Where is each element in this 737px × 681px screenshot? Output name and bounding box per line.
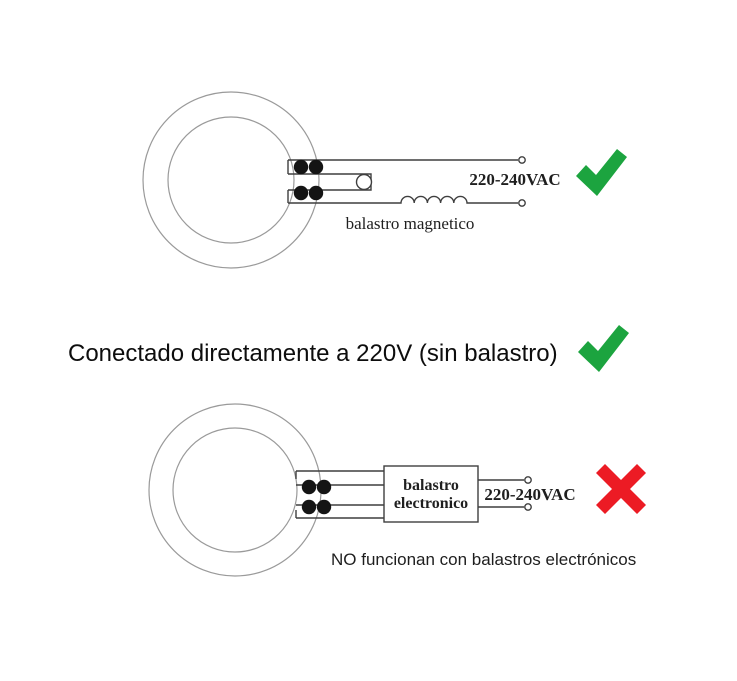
voltage-label: 220-240VAC [469, 170, 561, 189]
terminal-top [519, 157, 525, 163]
ring-inner-circle [173, 428, 297, 552]
cross-icon [596, 464, 646, 514]
ballast-box-label-line2: electronico [393, 495, 469, 512]
terminal-bottom [525, 504, 531, 510]
headline-check-icon [577, 324, 630, 373]
terminal-top [525, 477, 531, 483]
top-diagram [0, 0, 737, 310]
voltage-label: 220-240VAC [484, 485, 576, 504]
terminal-bottom [519, 200, 525, 206]
electronic-ballast-box [384, 466, 478, 522]
ballast-box-label-line1: balastro [403, 477, 459, 494]
bottom-diagram [0, 395, 737, 595]
pin-dot [317, 480, 331, 494]
starter-circle [357, 175, 372, 190]
warning-caption: NO funcionan con balastros electrónicos [331, 550, 637, 569]
pin-dot [302, 500, 316, 514]
pin-dot [294, 186, 308, 200]
ring-outer-circle [149, 404, 321, 576]
pin-dot [317, 500, 331, 514]
check-icon [576, 149, 627, 196]
lamp-ring [149, 404, 321, 576]
pin-dot [309, 160, 323, 174]
ring-outer-circle [143, 92, 319, 268]
ballast-type-label: balastro magnetico [345, 214, 475, 233]
headline-text: Conectado directamente a 220V (sin balastro) [68, 340, 558, 367]
pin-dot [309, 186, 323, 200]
lamp-ring [143, 92, 319, 268]
pin-dot [302, 480, 316, 494]
ring-inner-circle [168, 117, 294, 243]
pin-dot [294, 160, 308, 174]
bottom-wire-with-coil [288, 196, 518, 203]
